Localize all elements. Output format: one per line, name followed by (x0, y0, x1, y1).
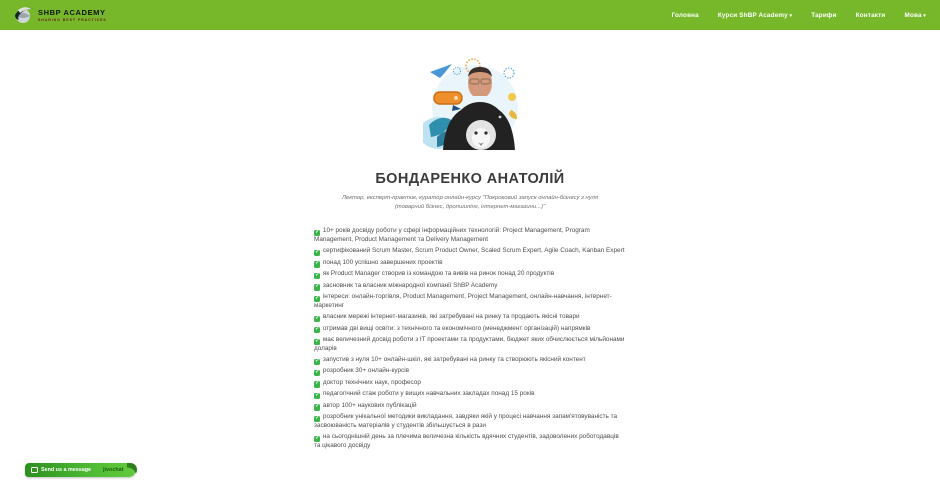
check-icon: ✓ (315, 369, 320, 375)
achievement-text: власник мережі інтернет-магазинів, які затребувані на ринку та продають якісні товари (322, 313, 580, 321)
check-icon: ✓ (315, 358, 320, 364)
nav-item[interactable]: Мова ▾ (904, 11, 926, 19)
check-icon: ✓ (315, 249, 320, 255)
nav (672, 12, 926, 19)
achievement-text: розробник унікальної методики викладання, завдяки якій у процесі навчання запам'ятовуваність та засвоюваність матеріалів у студентів збільшується в рази (314, 413, 618, 430)
page-title: БОНДАРЕНКО АНАТОЛІЙ (375, 171, 565, 187)
achievement-text: розробник 30+ онлайн-курсів (322, 367, 410, 375)
achievement-item (314, 433, 626, 450)
achievement-item (314, 390, 626, 399)
chat-widget-fold (127, 463, 137, 477)
achievement-item (314, 367, 626, 376)
check-icon: ✓ (315, 392, 320, 398)
check-icon: ✓ (315, 381, 320, 387)
achievement-item (314, 356, 626, 365)
check-icon: ✓ (315, 404, 320, 410)
globe-swoosh-logo-icon (14, 6, 34, 24)
achievement-item (314, 270, 626, 279)
achievement-text: педагогічний стаж роботи у вищих навчальних закладах понад 15 років (322, 390, 535, 398)
achievement-text: сертифікований Scrum Master, Scrum Product Owner, Scaled Scrum Expert, Agile Coach, Kanban Expert (322, 247, 625, 255)
achievement-item (314, 313, 626, 322)
achievement-text: 10+ років досвіду роботи у сфері інформаційних технологій: Project Management, Program Management, Product Management та Delivery Management (314, 227, 590, 244)
achievement-text: засновник та власник міжнародної компанії ShBP Academy (322, 281, 498, 289)
check-icon: ✓ (315, 315, 320, 321)
achievement-item (314, 402, 626, 411)
instructor-photo (423, 55, 518, 150)
chat-widget-button[interactable] (25, 463, 136, 477)
achievement-text: інтереси: онлайн-торгівля, Product Management, Project Management, онлайн-навчання, інтернет-маркетинг (314, 293, 612, 310)
achievement-item (314, 227, 626, 244)
achievement-item (314, 247, 626, 256)
achievement-text: автор 100+ наукових публікацій (322, 401, 417, 409)
achievement-item (314, 325, 626, 334)
nav-item[interactable]: Головна (671, 11, 699, 19)
achievement-item (314, 379, 626, 388)
logo-text (38, 8, 107, 22)
site-logo[interactable] (14, 6, 107, 24)
achievements-list (314, 227, 626, 450)
achievement-text: як Product Manager створив із командою та вивів на ринок понад 20 продуктів (322, 270, 555, 278)
check-icon: ✓ (315, 338, 320, 344)
achievement-text: запустив з нуля 10+ онлайн-шкіл, які затребувані на ринку та створюють якісний контент (322, 356, 586, 363)
achievement-text: на сьогоднішній день за плечима величезна кількість вдячних студентів, задоволених роботодавців та цікавого досвіду (314, 433, 619, 450)
logo-tagline: SHARING BEST PRACTICES (38, 18, 107, 22)
profile-section (300, 55, 640, 451)
chat-bubble-icon (31, 467, 38, 473)
nav-item[interactable]: Контакти (855, 11, 886, 19)
achievement-text: понад 100 успішно завершених проектів (322, 258, 443, 266)
site-header (0, 0, 940, 30)
check-icon: ✓ (315, 435, 320, 441)
chat-widget-label: Send us a message (41, 467, 92, 473)
check-icon: ✓ (315, 272, 320, 278)
achievement-text: має величезний досвід роботи з IT проектами та продуктами, бюджет яких обчислюється мільйонами доларів (314, 336, 625, 352)
achievement-item (314, 282, 626, 291)
achievement-text: отримав дві вищі освіти: з технічного та економічного (менеджмент організацій) напрямків (322, 324, 591, 332)
nav-item[interactable]: Тарифи (811, 11, 837, 19)
check-icon: ✓ (315, 415, 320, 421)
chat-widget-brand: jivochat (103, 467, 124, 473)
achievement-item (314, 336, 626, 353)
chevron-down-icon: ▾ (921, 12, 926, 19)
achievement-item (314, 293, 626, 310)
nav-item[interactable]: Курси ShBP Academy ▾ (717, 11, 793, 19)
chevron-down-icon: ▾ (787, 12, 793, 19)
achievement-item (314, 259, 626, 268)
check-icon: ✓ (315, 261, 320, 267)
check-icon: ✓ (315, 295, 320, 301)
check-icon: ✓ (315, 229, 320, 235)
check-icon: ✓ (315, 284, 320, 290)
achievement-text: доктор технічних наук, професор (322, 378, 421, 386)
logo-title: SHBP ACADEMY (38, 8, 106, 17)
achievement-item (314, 413, 626, 430)
instructor-photo-image (423, 55, 518, 150)
profile-subtitle: Лектор, експерт-практик, куратор онлайн-курсу "Покроковий запуск онлайн-бізнесу з нуля (товарний бізнес, дропшипінг, інтернет-магазини...)" (341, 195, 599, 211)
check-icon: ✓ (315, 327, 320, 333)
